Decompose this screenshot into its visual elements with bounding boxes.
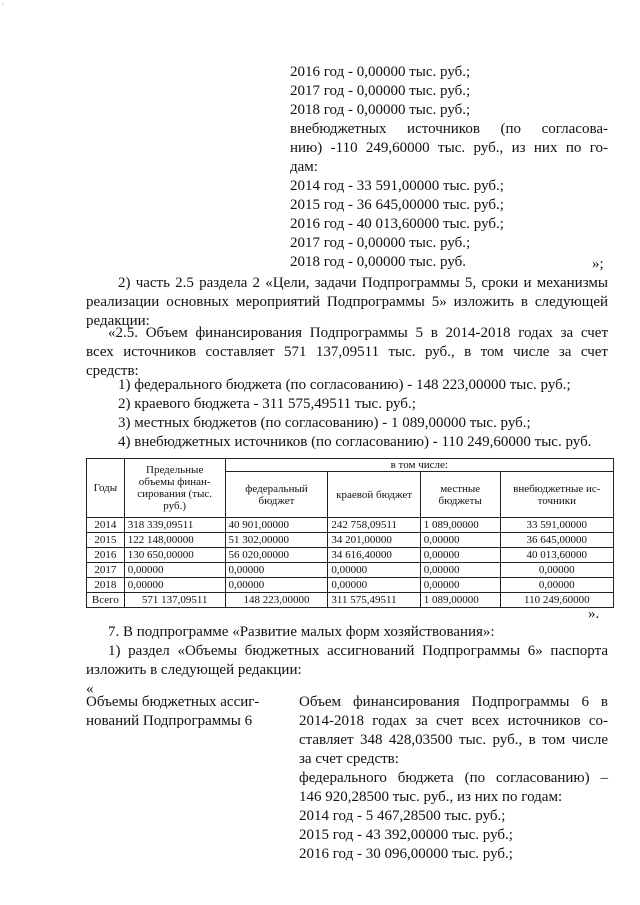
cell-total: 130 650,00000 <box>124 548 225 563</box>
source-item: 4) внебюджетных источников (по согласованию) - 110 249,60000 тыс. руб. <box>118 434 592 450</box>
table-row <box>87 563 614 578</box>
cell-total: 0,00000 <box>124 578 225 593</box>
cell-local: 1 089,00000 <box>420 518 500 533</box>
cell-year: 2017 <box>87 563 125 578</box>
passport-value-line: 2016 год - 30 096,00000 тыс. руб.; <box>299 846 513 862</box>
cell-year: 2018 <box>87 578 125 593</box>
opening-quote: « <box>86 681 94 697</box>
cell-extrabudget: 0,00000 <box>500 563 613 578</box>
closing-quote: »; <box>592 256 604 272</box>
cell-year: 2016 <box>87 548 125 563</box>
table-row <box>87 518 614 533</box>
header-federal: федеральный бюджет <box>225 472 328 518</box>
cell-federal: 148 223,00000 <box>225 593 328 608</box>
top-line: 2016 год - 40 013,60000 тыс. руб.; <box>290 216 504 232</box>
header-including: в том числе: <box>225 459 613 472</box>
passport-value-line: за счет средств: <box>299 751 399 767</box>
passport-value-line: 2015 год - 43 392,00000 тыс. руб.; <box>299 827 513 843</box>
cell-local: 0,00000 <box>420 578 500 593</box>
source-item: 3) местных бюджетов (по согласованию) - 1 089,00000 тыс. руб.; <box>118 415 531 431</box>
part2-line: 2) часть 2.5 раздела 2 «Цели, задачи Подпрограммы 5, сроки и механизмы <box>118 275 608 291</box>
table-row-total <box>87 593 614 608</box>
passport-value-line: 146 920,28500 тыс. руб., из них по годам: <box>299 789 563 805</box>
table-row <box>87 533 614 548</box>
closing-quote: ». <box>588 606 600 622</box>
header-local: местные бюджеты <box>420 472 500 518</box>
top-line: дам: <box>290 159 318 175</box>
cell-regional: 311 575,49511 <box>328 593 420 608</box>
item7-heading: 7. В подпрограмме «Развитие малых форм хозяйствования»: <box>108 624 495 640</box>
table-row <box>87 548 614 563</box>
passport-value-line: Объем финансирования Подпрограммы 6 в <box>299 694 608 710</box>
top-line: 2018 год - 0,00000 тыс. руб.; <box>290 102 471 118</box>
table-row <box>87 578 614 593</box>
cell-total: 0,00000 <box>124 563 225 578</box>
cell-regional: 0,00000 <box>328 578 420 593</box>
cell-year: Всего <box>87 593 125 608</box>
cell-federal: 40 901,00000 <box>225 518 328 533</box>
cell-local: 0,00000 <box>420 548 500 563</box>
part2-line: реализации основных мероприятий Подпрограммы 5» изложить в следующей <box>86 294 608 310</box>
cell-regional: 242 758,09511 <box>328 518 420 533</box>
top-line: внебюджетных источников (по согласова- <box>290 121 608 137</box>
cell-extrabudget: 33 591,00000 <box>500 518 613 533</box>
top-line: 2014 год - 33 591,00000 тыс. руб.; <box>290 178 504 194</box>
top-line: 2018 год - 0,00000 тыс. руб. <box>290 254 467 270</box>
cell-federal: 0,00000 <box>225 578 328 593</box>
part2-line: редакции: <box>86 313 150 329</box>
header-extrabudget: внебюджетные ис-точники <box>500 472 613 518</box>
top-line: 2017 год - 0,00000 тыс. руб.; <box>290 235 471 251</box>
item7-1-line: 1) раздел «Объемы бюджетных ассигнований Подпрограммы 6» паспорта <box>108 643 608 659</box>
header-total: Предельные объемы финан-сирования (тыс. руб.) <box>124 459 225 518</box>
cell-extrabudget: 110 249,60000 <box>500 593 613 608</box>
cell-local: 0,00000 <box>420 563 500 578</box>
header-years: Годы <box>87 459 125 518</box>
cell-federal: 56 020,00000 <box>225 548 328 563</box>
cell-local: 0,00000 <box>420 533 500 548</box>
cell-year: 2015 <box>87 533 125 548</box>
item7-1-line: изложить в следующей редакции: <box>86 662 302 678</box>
cell-total: 571 137,09511 <box>124 593 225 608</box>
source-item: 1) федерального бюджета (по согласованию) - 148 223,00000 тыс. руб.; <box>118 377 571 393</box>
top-line: 2015 год - 36 645,00000 тыс. руб.; <box>290 197 504 213</box>
section25-line: всех источников составляет 571 137,09511 тыс. руб., в том числе за счет <box>86 344 608 360</box>
passport-value-line: ставляет 348 428,03500 тыс. руб., в том числе <box>299 732 608 748</box>
header-regional: краевой бюджет <box>328 472 420 518</box>
cell-local: 1 089,00000 <box>420 593 500 608</box>
cell-federal: 0,00000 <box>225 563 328 578</box>
passport-value-line: федерального бюджета (по согласованию) – <box>299 770 608 786</box>
section25-line: «2.5. Объем финансирования Подпрограммы 5 в 2014-2018 годах за счет <box>108 325 608 341</box>
cell-total: 122 148,00000 <box>124 533 225 548</box>
cell-federal: 51 302,00000 <box>225 533 328 548</box>
passport-value-line: 2014-2018 годах за счет всех источников со- <box>299 713 608 729</box>
cell-extrabudget: 40 013,60000 <box>500 548 613 563</box>
cell-total: 318 339,09511 <box>124 518 225 533</box>
passport-label: Объемы бюджетных ассиг- <box>86 694 260 710</box>
cell-regional: 34 616,40000 <box>328 548 420 563</box>
top-line: 2016 год - 0,00000 тыс. руб.; <box>290 64 471 80</box>
section25-line: средств: <box>86 363 139 379</box>
source-item: 2) краевого бюджета - 311 575,49511 тыс. руб.; <box>118 396 416 412</box>
passport-value-line: 2014 год - 5 467,28500 тыс. руб.; <box>299 808 506 824</box>
top-line: 2017 год - 0,00000 тыс. руб.; <box>290 83 471 99</box>
cell-year: 2014 <box>87 518 125 533</box>
cell-extrabudget: 0,00000 <box>500 578 613 593</box>
cell-regional: 34 201,00000 <box>328 533 420 548</box>
cell-regional: 0,00000 <box>328 563 420 578</box>
cell-extrabudget: 36 645,00000 <box>500 533 613 548</box>
passport-label: нований Подпрограммы 6 <box>86 713 253 729</box>
financing-table <box>86 458 614 608</box>
top-line: нию) -110 249,60000 тыс. руб., из них по го- <box>290 140 608 156</box>
corner-mark: ' <box>2 2 4 12</box>
